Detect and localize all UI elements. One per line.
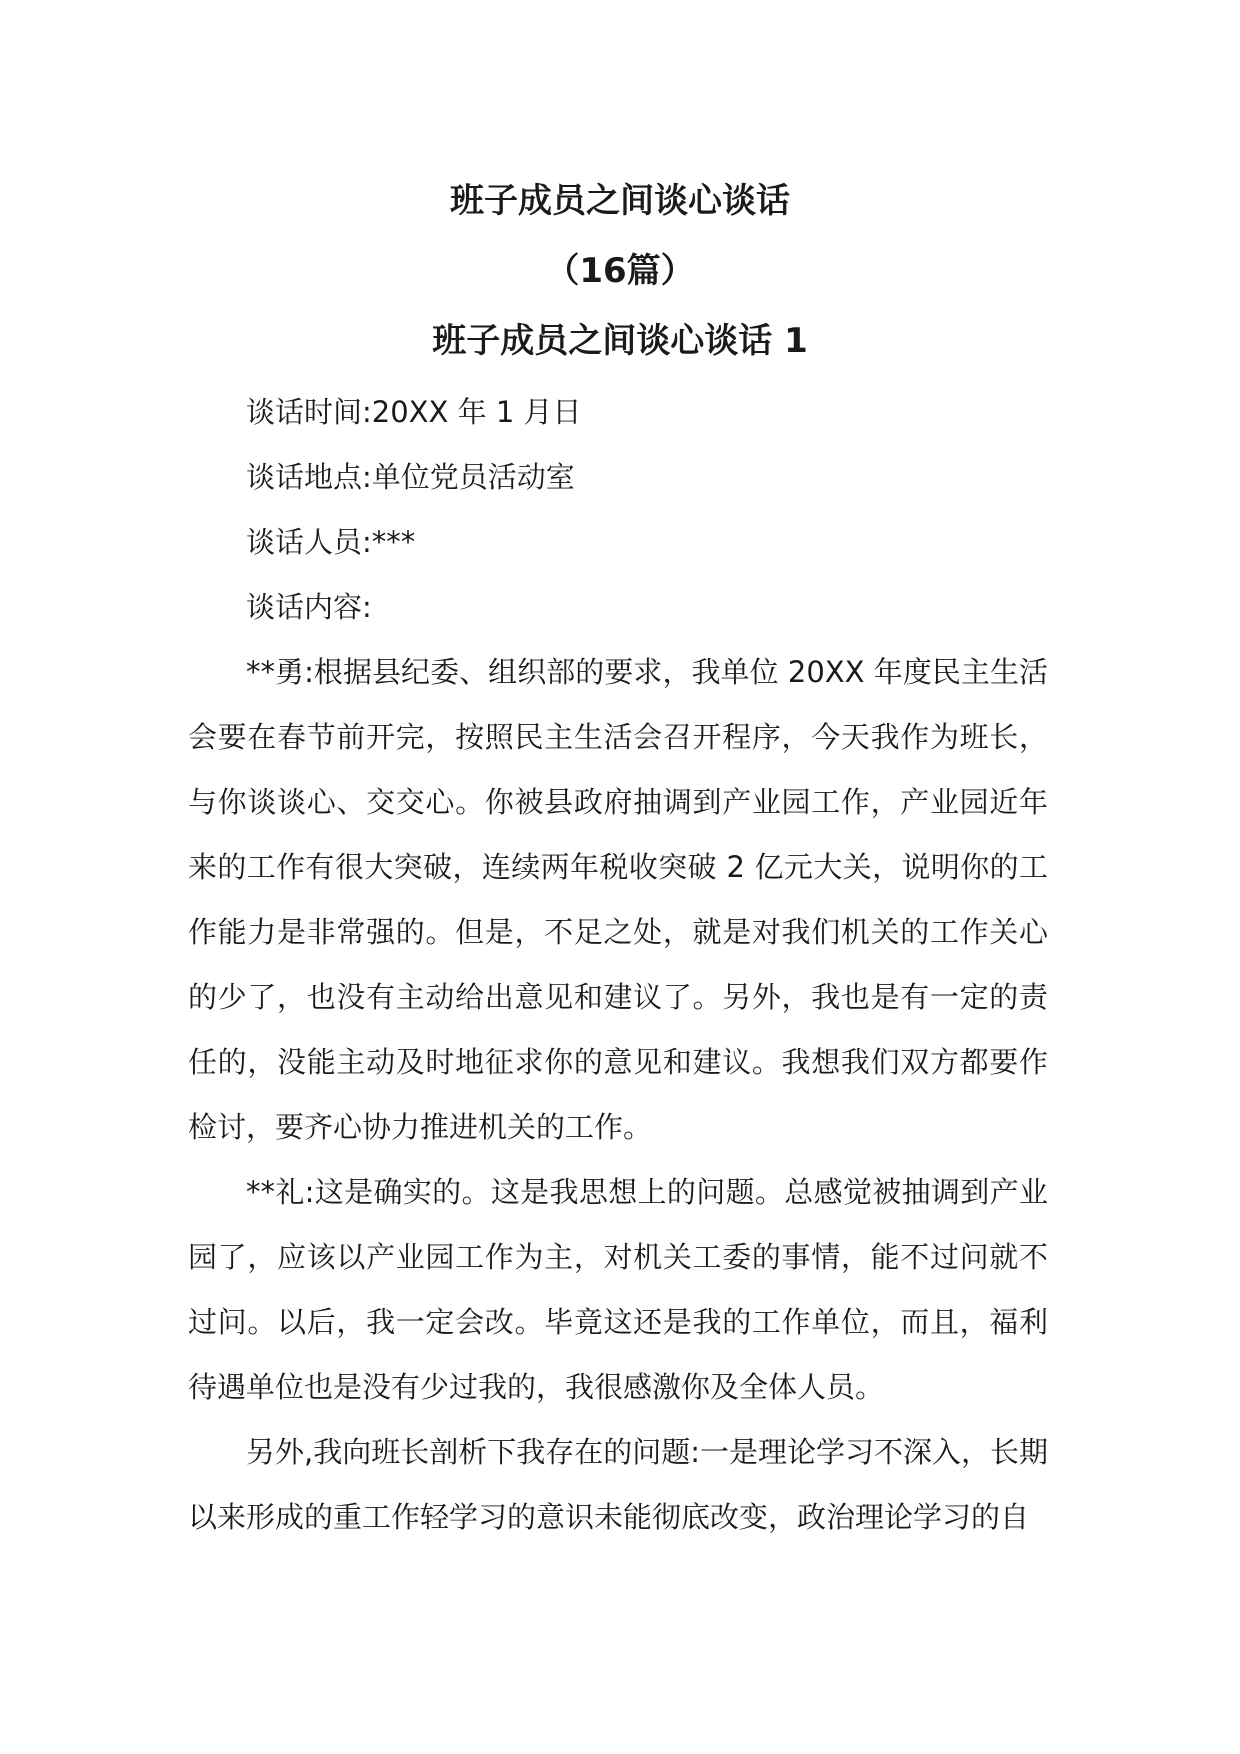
meta-content-label: 谈话内容: — [246, 590, 372, 624]
meta-place: 谈话地点:单位党员活动室 — [246, 460, 575, 494]
document-title: 班子成员之间谈心谈话 — [450, 181, 790, 221]
meta-people: 谈话人员:*** — [246, 525, 416, 559]
meta-time: 谈话时间:20XX 年 1 月日 — [246, 395, 582, 429]
section-title: 班子成员之间谈心谈话 1 — [432, 321, 808, 361]
paragraph: 另外,我向班长剖析下我存在的问题:一是理论学习不深入，长期以来形成的重工作轻学习的意识未能彻底改变，政治理论学习的自 — [188, 1435, 1048, 1534]
document-body — [188, 380, 1048, 1550]
document-subtitle: （16篇） — [545, 251, 695, 291]
paragraph: **礼:这是确实的。这是我思想上的问题。总感觉被抽调到产业园了，应该以产业园工作为主，对机关工委的事情，能不过问就不过问。以后，我一定会改。毕竟这还是我的工作单位，而且，福利待遇单位也是没有少过我的，我很感激你及全体人员。 — [188, 1175, 1048, 1404]
paragraph: **勇:根据县纪委、组织部的要求，我单位 20XX 年度民主生活会要在春节前开完，按照民主生活会召开程序，今天我作为班长，与你谈谈心、交交心。你被县政府抽调到产业园工作，产业园近年来的工作有很大突破，连续两年税收突破 2 亿元大关，说明你的工作能力是非常强的。但是，不足之处，就是对我们机关的工作关心的少了，也没有主动给出意见和建议了。另外，我也是有一定的责任的，没能主动及时地征求你的意见和建议。我想我们双方都要作检讨，要齐心协力推进机关的工作。 — [188, 655, 1048, 1144]
